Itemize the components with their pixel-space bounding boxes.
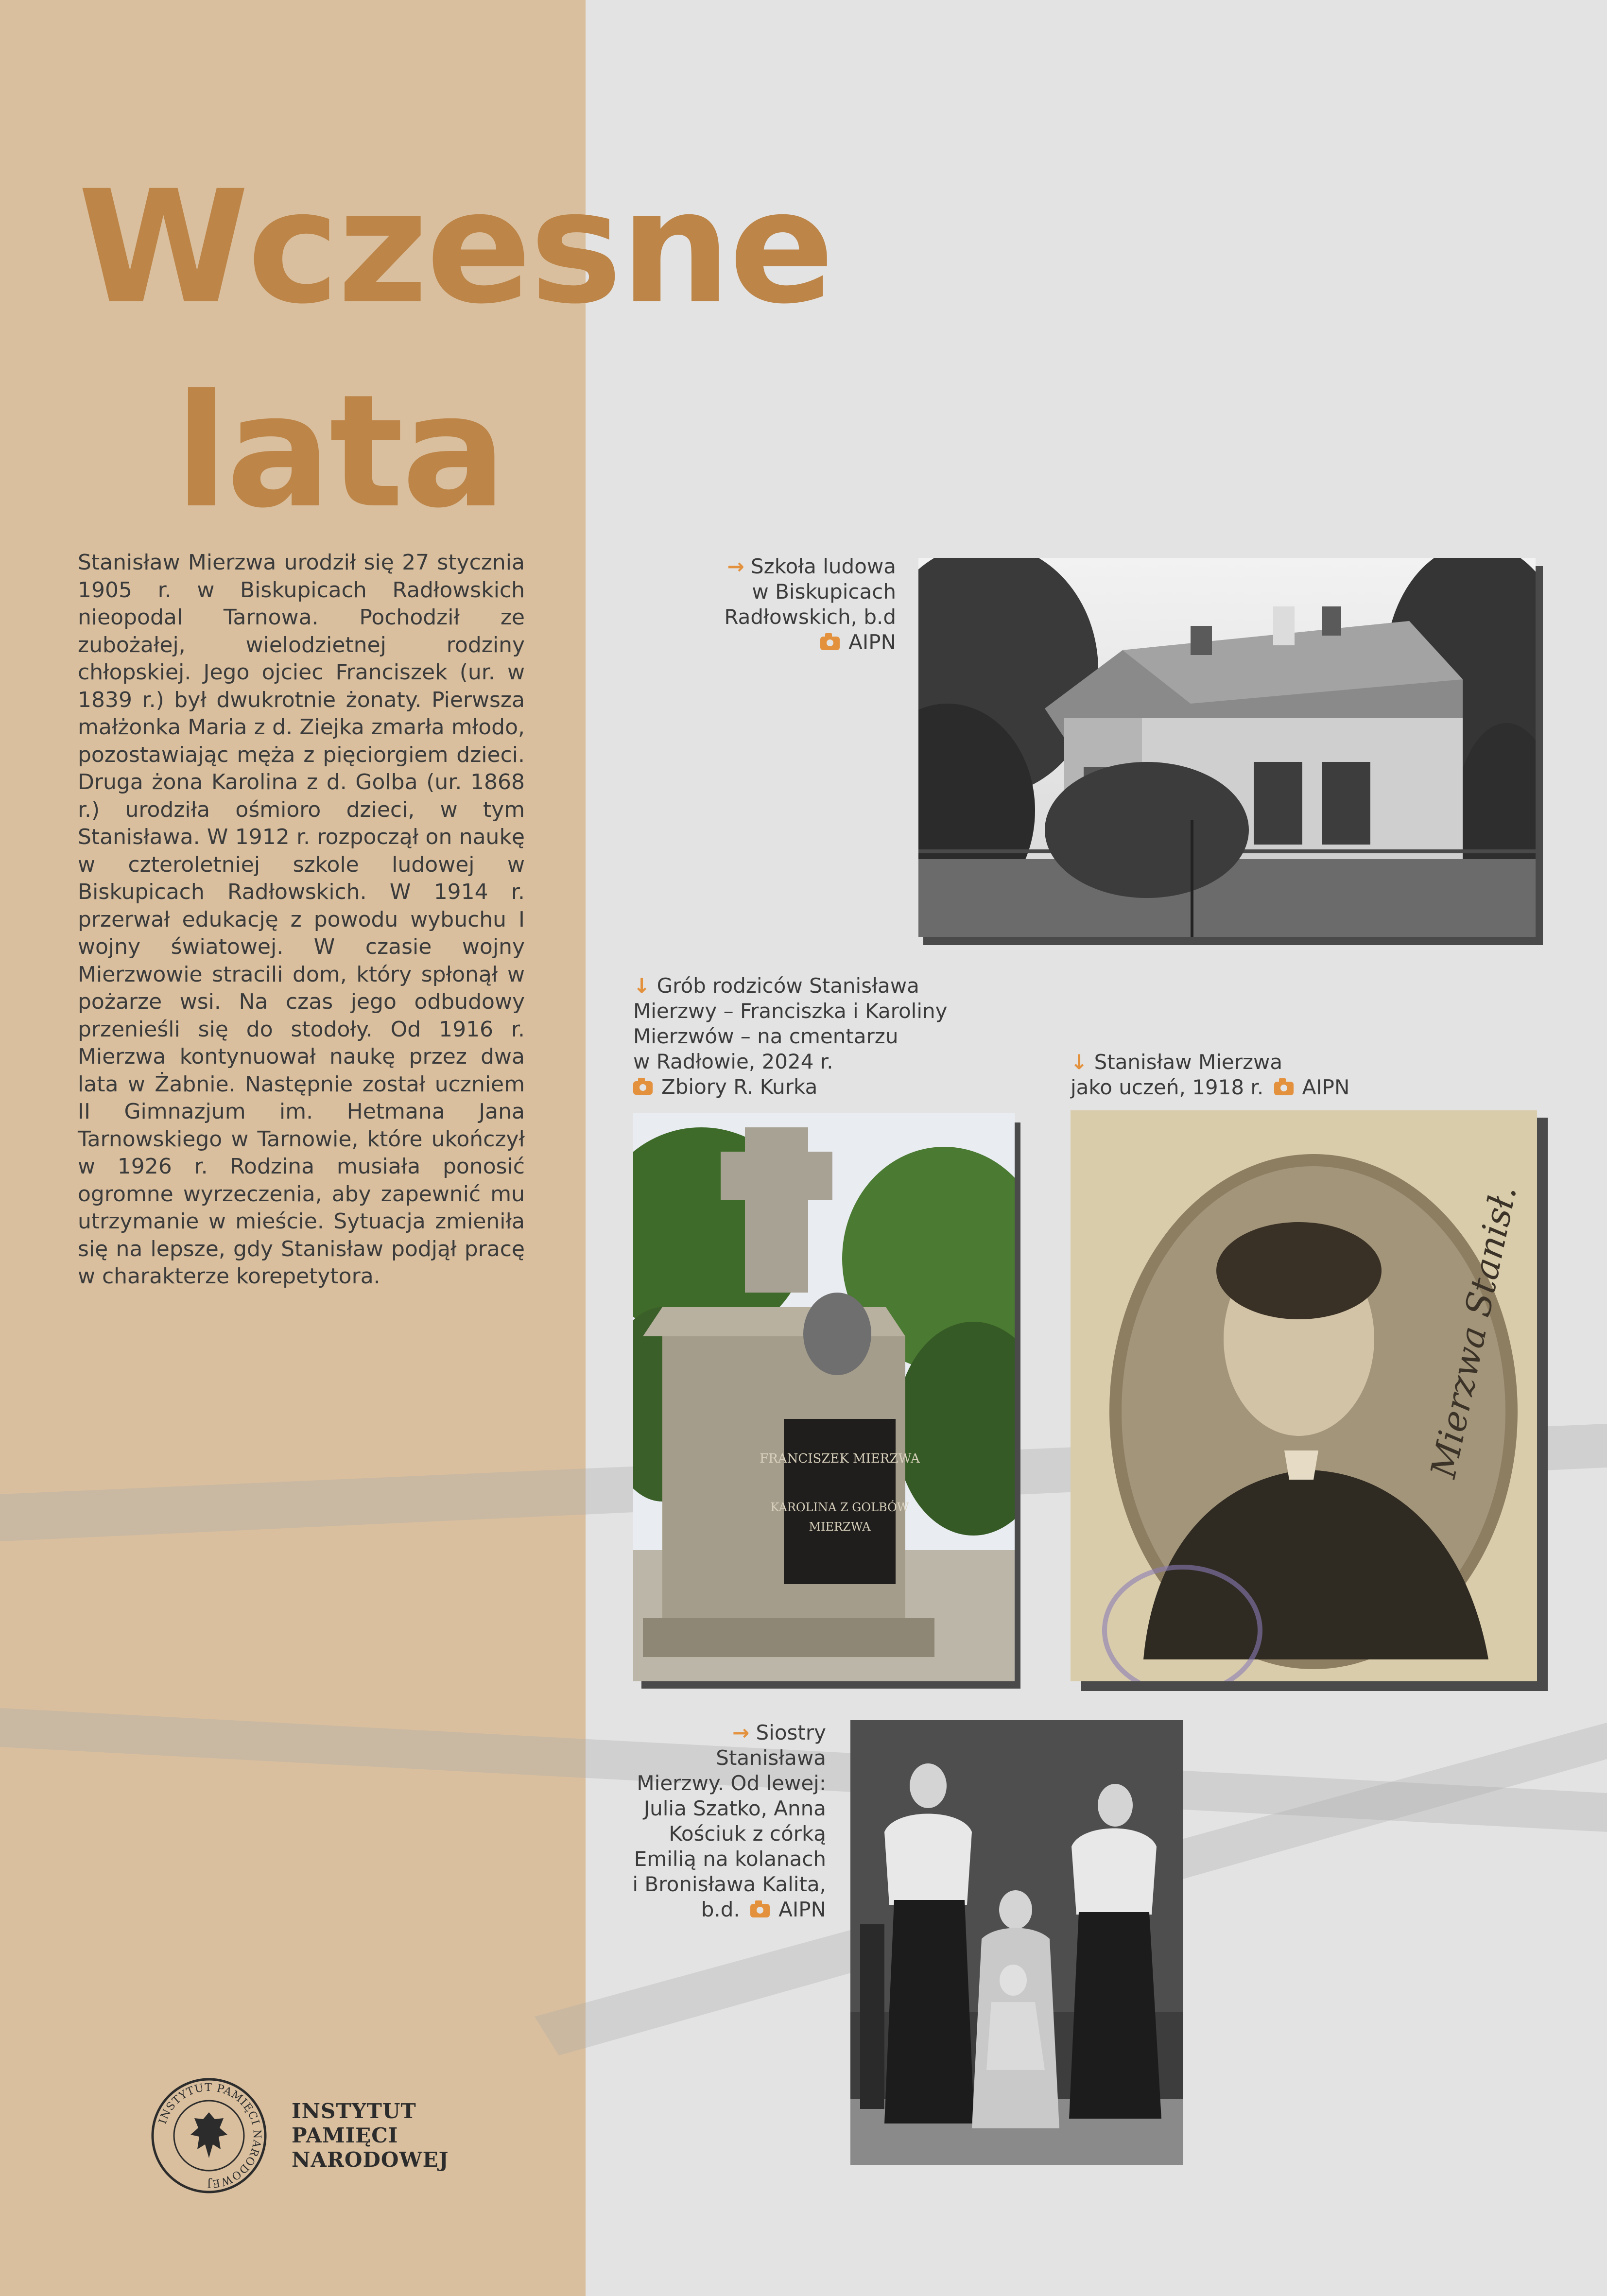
camera-icon (820, 637, 840, 650)
camera-icon (633, 1081, 653, 1095)
title-line-2: lata (175, 362, 505, 542)
caption-school-line-1: → Szkoła ludowa (727, 554, 896, 578)
caption-sisters-line-8: b.d. AIPN (701, 1898, 826, 1921)
caption-grave (633, 973, 947, 1100)
sisters-photo (850, 1720, 1183, 2165)
camera-icon (1274, 1082, 1294, 1095)
caption-school-line-2: w Biskupicach (752, 580, 896, 604)
caption-grave-line-2: Mierzwy – Franciszka i Karoliny (633, 999, 948, 1023)
caption-student-line-2: jako uczeń, 1918 r. AIPN (1071, 1075, 1350, 1099)
caption-sisters-line-5: Kościuk z córką (669, 1822, 826, 1846)
caption-grave-line-4: w Radłowie, 2024 r. (633, 1050, 833, 1073)
ipn-logo-text (292, 2099, 449, 2172)
grave-photo (633, 1113, 1015, 1681)
logo-line-1: INSTYTUT (292, 2099, 416, 2123)
caption-school-line-3: Radłowskich, b.d (724, 605, 896, 629)
caption-sisters-line-6: Emilią na kolanach (634, 1847, 826, 1871)
grave-inscription-line-2: KAROLINA Z GOLBÓW (770, 1501, 909, 1514)
caption-grave-line-3: Mierzwów – na cmentarzu (633, 1024, 899, 1048)
student-portrait-photo (1071, 1110, 1537, 1681)
caption-student-line-1: ↓ Stanisław Mierzwa (1071, 1050, 1283, 1074)
grave-inscription-line-3: MIERZWA (809, 1520, 871, 1534)
title-line-1: Wczesne (78, 157, 833, 338)
grave-inscription-line-1: FRANCISZEK MIERZWA (760, 1451, 920, 1466)
camera-icon (750, 1904, 770, 1917)
caption-grave-line-1: ↓ Grób rodziców Stanisława (633, 974, 919, 998)
arrow-right-icon: → (727, 554, 744, 578)
caption-school-source: AIPN (724, 630, 896, 655)
caption-sisters-line-3: Mierzwy. Od lewej: (637, 1771, 826, 1795)
caption-school (724, 554, 896, 655)
caption-student (1071, 1050, 1349, 1100)
arrow-down-icon: ↓ (1071, 1050, 1088, 1074)
caption-sisters (632, 1720, 826, 1922)
caption-sisters-line-4: Julia Szatko, Anna (643, 1796, 826, 1820)
arrow-down-icon: ↓ (633, 974, 651, 998)
arrow-right-icon: → (732, 1721, 750, 1744)
ipn-seal-logo (151, 2077, 267, 2194)
school-photo (918, 558, 1536, 937)
caption-sisters-line-2: Stanisława (716, 1746, 826, 1770)
caption-sisters-line-7: i Bronisława Kalita, (632, 1872, 826, 1896)
logo-line-2: PAMIĘCI (292, 2123, 398, 2147)
body-text (78, 549, 525, 1291)
body-paragraph: Stanisław Mierzwa urodził się 27 stycznia 1905 r. w Biskupicach Radłowskich nieopodal Tarnowa. Pochodził ze zubożałej, wielodzietnej rodziny chłopskiej. Jego ojciec Franciszek (ur. w 1839 r.) był dwukrotnie żonaty. Pierwsza małżonka Maria z d. Ziejka zmarła młodo, pozostawiając męża z pięciorgiem dzieci. Druga żona Karolina z d. Golba (ur. 1868 r.) urodziła ośmioro dzieci, w tym Stanisława. W 1912 r. rozpoczął on naukę w czteroletniej szkole ludowej w Biskupicach Radłowskich. W 1914 r. przerwał edukację z powodu wybuchu I wojny światowej. W czasie wojny Mierzwowie stracili dom, który spłonął w pożarze wsi. Na czas jego odbudowy przenieśli się do stodoły. Od 1916 r. Mierzwa kontynuował naukę przez dwa lata w Żabnie. Następnie został uczniem II Gimnazjum im. Hetmana Jana Tarnowskiego w Tarnowie, które ukończył w 1926 r. Rodzina musiała ponosić ogromne wyrzeczenia, aby zapewnić mu utrzymanie w mieście. Sytuacja zmieniła się na lepsze, gdy Stanisław podjął pracę w charakterze korepetytora. (78, 550, 525, 1289)
caption-grave-source: Zbiory R. Kurka (633, 1074, 947, 1100)
page-title (78, 146, 832, 554)
logo-line-3: NARODOWEJ (292, 2148, 449, 2172)
portrait-signature: Mierzwa Stanisł. (1422, 1181, 1525, 1482)
caption-sisters-line-1: → Siostry (732, 1721, 826, 1744)
svg-text:INSTYTUT PAMIĘCI NARODOWEJ: INSTYTUT PAMIĘCI NARODOWEJ (156, 2081, 263, 2190)
